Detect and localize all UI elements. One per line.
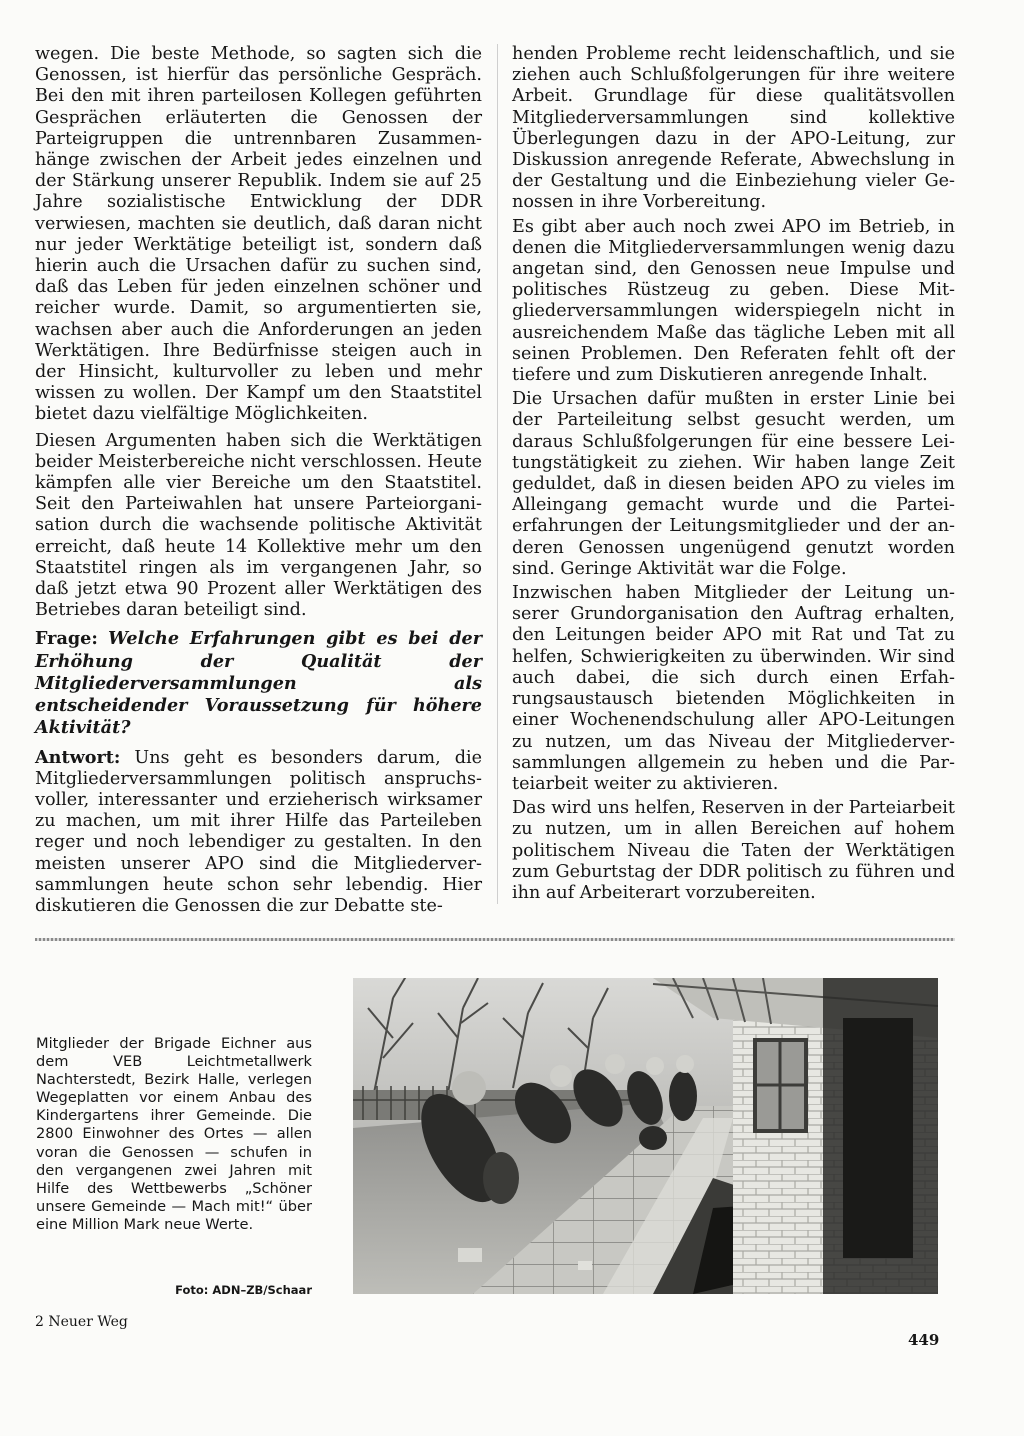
answer-text: Uns geht es besonders darum, die Mitgliederversammlungen politisch anspruchsvoller, interessanter und erzieherisch wirksamer zu machen, um mit ihrer Hilfe das Parteileben reger und noch lebendiger zu gestalten. In den meisten unserer APO sind die Mitgliederversammlungen heute schon sehr lebendig. Hier diskutieren die Genossen die zur Debatte ste- [35,747,483,916]
paragraph: Es gibt aber auch noch zwei APO im Betrieb, in denen die Mitgliederversammlungen wenig dazu angetan sind, den Genossen neue Impulse und politisches Rüstzeug zu geben. Diese Mitgliederversammlungen widerspiegeln nicht in ausreichendem Maße das tägliche Leben mit all seinen Problemen. Den Referaten fehlt oft der tiefere und zum Diskutieren anregende Inhalt. [512,216,955,386]
paragraph: Inzwischen haben Mitglieder der Leitung unserer Grundorganisation den Auftrag erhalten, den Leitungen beider APO mit Rat und Tat zu helfen, Schwierigkeiten zu überwinden. Wir sind auch dabei, die sich durch einen Erfahrungsaustausch bietenden Möglichkeiten in einer Wochenendschulung aller APO-Leitungen zu nutzen, um das Niveau der Mitgliederversammlungen allgemein zu heben und die Parteiarbeit weiter zu aktivieren. [512,583,955,794]
answer-paragraph [35,747,482,918]
news-photo [353,978,938,1294]
photo-caption: Mitglieder der Brigade Eichner aus dem VEB Leichtmetallwerk Nachterstedt, Bezirk Halle, verlegen Wegeplatten vor einem Anbau des Kindergartens ihrer Gemeinde. Die 2800 Einwohner des Ortes — allen voran die Genossen — schufen in den vergangenen zwei Jahren mit Hilfe des Wettbewerbs „Schöner unsere Gemeinde — Mach mit!“ über eine Million Mark neue Werte. [36,1035,312,1233]
section-separator [35,938,955,941]
column-divider [497,44,498,904]
journal-name: 2 Neuer Weg [35,1314,128,1330]
paragraph: wegen. Die beste Methode, so sagten sich die Genossen, ist hierfür das persönliche Gespräch. Bei den mit ihren parteilosen Kollegen geführten Gesprächen erläuterten die Genossen der Parteigruppen die untrennbaren Zusammenhänge zwischen der Arbeit jedes einzelnen und der Stärkung unserer Republik. Indem sie auf 25 Jahre sozialistische Entwicklung der DDR verwiesen, machten sie deutlich, daß daran nicht nur jeder Werktätige beteiligt ist, sondern daß hierin auch die Ursachen dafür zu suchen sind, daß das Leben für jeden einzelnen schöner und reicher wurde. Damit, so argumentierten sie, wachsen aber auch die Anforderungen an jeden Werktätigen. Ihre Bedürfnisse steigen auch in der Hinsicht, kulturvoller zu leben und mehr wissen zu wollen. Der Kampf um den Staatstitel bietet dazu vielfältige Möglichkeiten. [35,44,482,425]
photo-credit: Foto: ADN–ZB/Schaar [175,1283,312,1297]
question-text: Welche Erfahrungen gibt es bei der Erhöhung der Qualität der Mitgliederversammlungen als entscheidender Voraussetzung für höhere Aktivität? [35,628,483,739]
article-column-right [512,44,955,907]
paragraph: Das wird uns helfen, Reserven in der Parteiarbeit zu nutzen, um in allen Bereichen auf hohem politischem Niveau die Taten der Werktätigen zum Geburtstag der DDR politisch zu führen und ihn auf Arbeiterart vorzubereiten. [512,798,955,903]
article-column-left [35,44,482,920]
paragraph: Die Ursachen dafür mußten in erster Linie bei der Parteileitung selbst gesucht werden, um daraus Schlußfolgerungen für eine bessere Leitungstätigkeit zu ziehen. Wir haben lange Zeit geduldet, daß in diesen beiden APO zu vieles im Alleingang gemacht wurde und die Parteierfahrungen der Leitungsmitglieder und der anderen Genossen ungenügend genutzt worden sind. Geringe Aktivität war die Folge. [512,389,955,579]
question-label: Frage: [35,628,98,650]
page-number: 449 [908,1331,940,1349]
question-paragraph [35,628,482,739]
paragraph: Diesen Argumenten haben sich die Werktätigen beider Meisterbereiche nicht verschlossen. Heute kämpfen alle vier Bereiche um den Staatstitel. Seit den Parteiwahlen hat unsere Parteiorganisation durch die wachsende politische Aktivität erreicht, daß heute 14 Kollektive mehr um den Staatstitel ringen als im vergangenen Jahr, so daß jetzt etwa 90 Prozent aller Werktätigen des Betriebes daran beteiligt sind. [35,430,482,621]
paragraph: henden Probleme recht leidenschaftlich, und sie ziehen auch Schlußfolgerungen für ihre weitere Arbeit. Grundlage für diese qualitätsvollen Mitgliederversammlungen sind kollektive Überlegungen dazu in der APO-Leitung, zur Diskussion anregende Referate, Abwechslung in der Gestaltung und die Einbeziehung vieler Genossen in ihre Vorbereitung. [512,44,955,213]
answer-label: Antwort: [35,746,121,768]
